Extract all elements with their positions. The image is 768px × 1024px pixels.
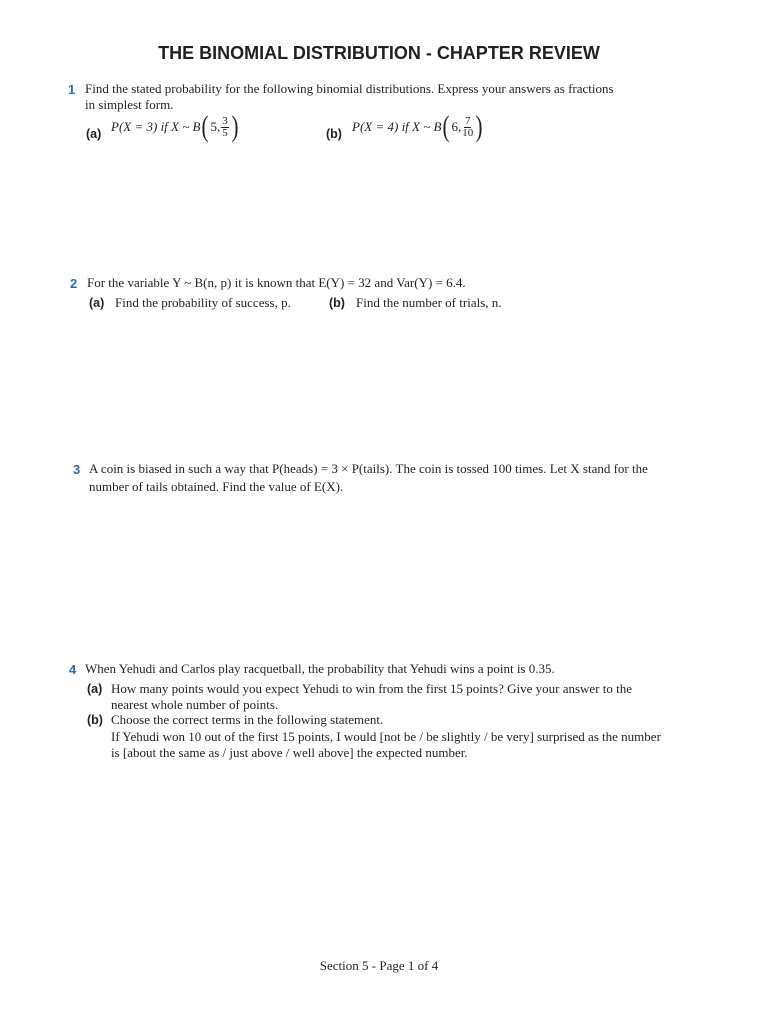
- left-paren: (: [442, 110, 450, 143]
- question-1a-denominator: 5: [222, 126, 228, 139]
- question-1a-expression: [111, 112, 240, 142]
- page-title: THE BINOMIAL DISTRIBUTION - CHAPTER REVIEW: [158, 43, 600, 63]
- right-paren: ): [231, 110, 239, 143]
- question-4a-label: (a): [87, 682, 103, 696]
- question-4a-line-1: How many points would you expect Yehudi to win from the first 15 points? Give your answer to the: [111, 681, 633, 696]
- question-4b-line-2: If Yehudi won 10 out of the first 15 points, I would [not be / be slightly / be very] surprised as the number: [111, 729, 661, 744]
- question-2b-text: Find the number of trials, n.: [356, 295, 502, 310]
- question-3-line-1: A coin is biased in such a way that P(heads) = 3 × P(tails). The coin is tossed 100 times. Let X stand for the: [89, 461, 648, 476]
- right-paren: ): [475, 110, 483, 143]
- question-2-number: 2: [70, 276, 78, 291]
- left-paren: (: [201, 110, 209, 143]
- question-4b-line-1: Choose the correct terms in the following statement.: [111, 712, 384, 727]
- question-2b-label: (b): [329, 296, 345, 310]
- question-4-line-1: When Yehudi and Carlos play racquetball, the probability that Yehudi wins a point is 0.35.: [85, 661, 555, 676]
- question-1b-fraction: [462, 116, 473, 139]
- question-1-number: 1: [68, 82, 76, 97]
- question-1b-denominator: 10: [462, 126, 474, 139]
- question-1b-expression: [352, 112, 484, 142]
- question-4b-line-3: is [about the same as / just above / well above] the expected number.: [111, 745, 468, 760]
- question-2-line-1: For the variable Y ~ B(n, p) it is known that E(Y) = 32 and Var(Y) = 6.4.: [87, 275, 466, 290]
- question-4-number: 4: [69, 662, 77, 677]
- question-2a-label: (a): [89, 296, 105, 310]
- question-3-line-2: number of tails obtained. Find the value of E(X).: [89, 479, 344, 494]
- question-2a-text: Find the probability of success, p.: [115, 295, 291, 310]
- question-1b-n: 6,: [451, 119, 462, 134]
- question-1b-prefix: P(X = 4) if X ~ B: [352, 119, 442, 134]
- page-footer: Section 5 - Page 1 of 4: [319, 958, 439, 973]
- question-1a-numerator: 3: [222, 114, 228, 127]
- question-1-line-1: Find the stated probability for the following binomial distributions. Express your answers as fractions: [85, 81, 614, 96]
- question-1-line-2: in simplest form.: [85, 97, 174, 112]
- question-1b-numerator: 7: [464, 114, 471, 127]
- question-1b-label: (b): [326, 127, 342, 141]
- question-3-number: 3: [73, 462, 81, 477]
- question-1a-prefix: P(X = 3) if X ~ B: [111, 119, 201, 134]
- question-4a-line-2: nearest whole number of points.: [111, 697, 279, 712]
- question-1a-n: 5,: [210, 119, 221, 134]
- question-1a-label: (a): [86, 127, 102, 141]
- question-1a-fraction: [221, 116, 229, 139]
- question-4b-label: (b): [87, 713, 103, 727]
